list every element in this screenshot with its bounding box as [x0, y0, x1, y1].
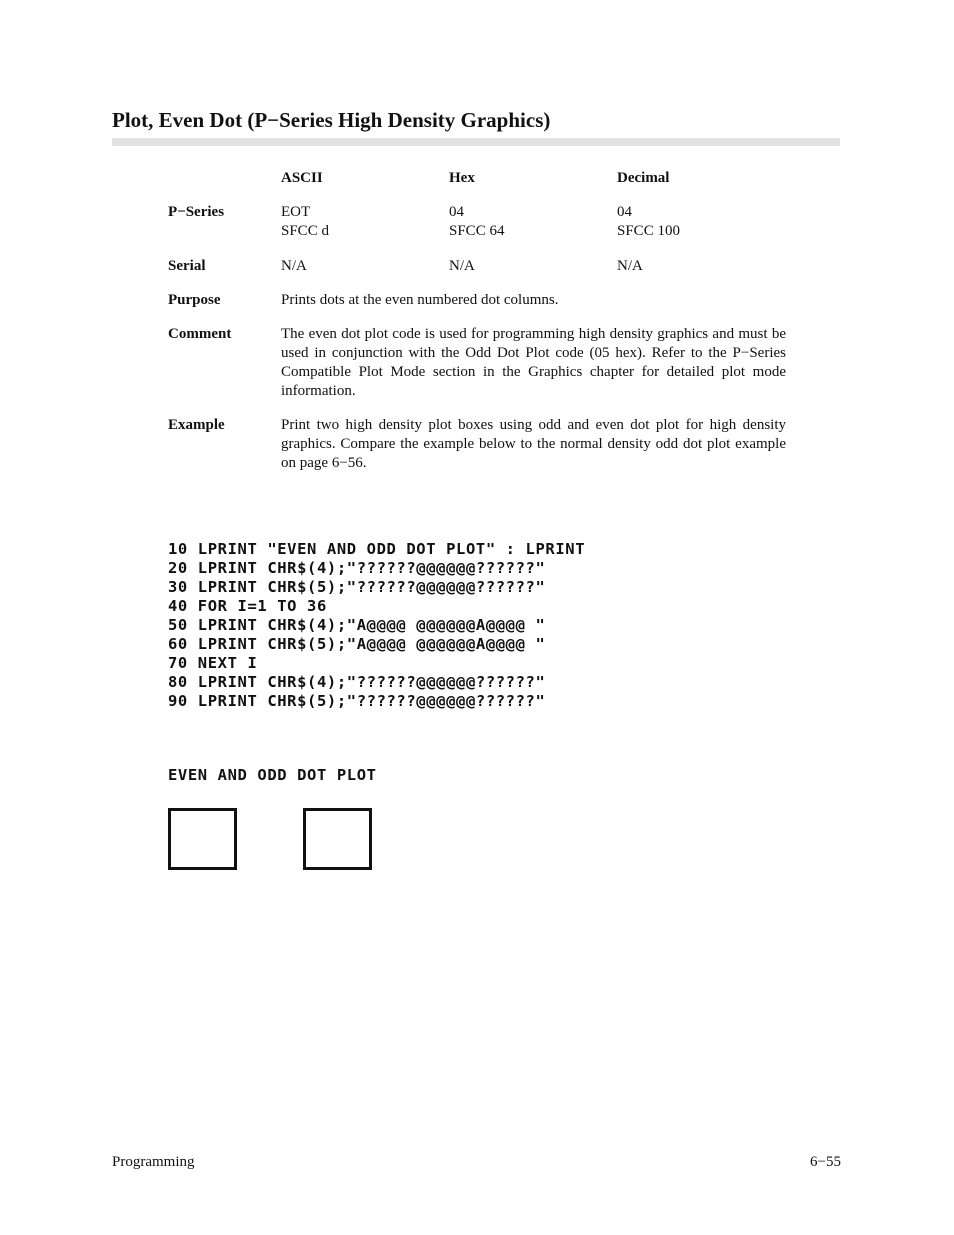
p-series-decimal-2: SFCC 100 — [617, 223, 680, 239]
p-series-hex-1: 04 — [449, 204, 464, 220]
code-line: 30 LPRINT CHR$(5);"??????@@@@@@??????" — [168, 578, 546, 596]
plot-box-left — [168, 808, 237, 870]
row-label-p-series: P−Series — [168, 204, 225, 220]
code-line: 90 LPRINT CHR$(5);"??????@@@@@@??????" — [168, 692, 546, 710]
code-listing — [168, 540, 585, 711]
serial-hex: N/A — [449, 258, 475, 274]
p-series-decimal-1: 04 — [617, 204, 632, 220]
code-line: 40 FOR I=1 TO 36 — [168, 597, 327, 615]
p-series-hex-2: SFCC 64 — [449, 223, 505, 239]
row-label-serial: Serial — [168, 258, 206, 274]
page-number: 6−55 — [810, 1154, 841, 1170]
comment-label: Comment — [168, 326, 232, 342]
p-series-ascii-2: SFCC d — [281, 223, 329, 239]
header-ascii: ASCII — [281, 170, 323, 186]
comment-text: The even dot plot code is used for programming high density graphics and must be used in conjunction with the Odd Dot Plot code (05 hex). Refer to the P−Series Compatible Plot Mode section in the Graphics chapter for detailed plot mode information. — [281, 326, 786, 399]
p-series-ascii-1: EOT — [281, 204, 311, 220]
footer-section: Programming — [112, 1154, 195, 1170]
code-line: 80 LPRINT CHR$(4);"??????@@@@@@??????" — [168, 673, 546, 691]
code-line: 60 LPRINT CHR$(5);"A@@@@ @@@@@@A@@@@ " — [168, 635, 546, 653]
serial-decimal: N/A — [617, 258, 643, 274]
code-line: 50 LPRINT CHR$(4);"A@@@@ @@@@@@A@@@@ " — [168, 616, 546, 634]
header-decimal: Decimal — [617, 170, 670, 186]
code-line: 20 LPRINT CHR$(4);"??????@@@@@@??????" — [168, 559, 546, 577]
code-line: 70 NEXT I — [168, 654, 258, 672]
example-text: Print two high density plot boxes using odd and even dot plot for high density graphics. Compare the example below to the normal density odd dot plot example on page 6−56. — [281, 417, 786, 471]
output-title: EVEN AND ODD DOT PLOT — [168, 766, 377, 784]
page-title: Plot, Even Dot (P−Series High Density Graphics) — [112, 108, 551, 132]
purpose-label: Purpose — [168, 292, 221, 308]
header-hex: Hex — [449, 170, 475, 186]
serial-ascii: N/A — [281, 258, 307, 274]
purpose-text: Prints dots at the even numbered dot columns. — [281, 292, 559, 308]
example-label: Example — [168, 417, 225, 433]
code-line: 10 LPRINT "EVEN AND ODD DOT PLOT" : LPRINT — [168, 540, 586, 558]
title-rule — [112, 138, 840, 146]
plot-box-right — [303, 808, 372, 870]
